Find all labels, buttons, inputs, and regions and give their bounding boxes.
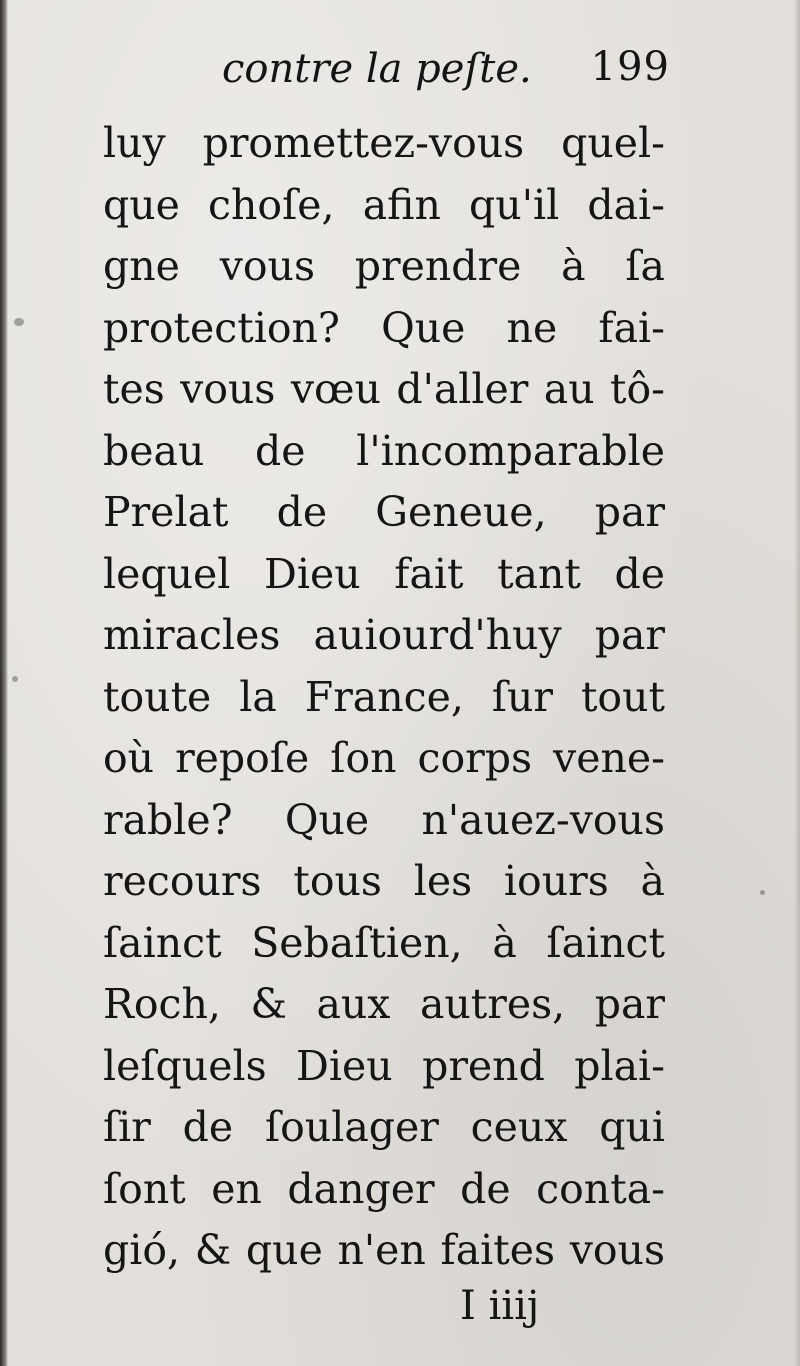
text-line: luy promettez-vous quel- bbox=[103, 119, 665, 167]
text-line: miracles auiourd'huy par bbox=[103, 611, 665, 659]
body-text bbox=[103, 113, 665, 1282]
text-line: que choſe, afin qu'il dai- bbox=[103, 180, 665, 229]
page-number: 199 bbox=[590, 44, 670, 90]
text-line: tes vous vœu d'aller au tô- bbox=[103, 365, 665, 413]
page-right-edge bbox=[794, 0, 800, 1366]
text-line: toute la France, ſur tout bbox=[103, 672, 665, 721]
text-line: Prelat de Geneue, par bbox=[103, 488, 665, 536]
text-line: ſont en danger de conta- bbox=[103, 1164, 665, 1213]
text-line: Roch, & aux autres, par bbox=[103, 980, 665, 1028]
text-line: gió, & que n'en faites vous bbox=[103, 1226, 665, 1274]
signature-mark: I iiij bbox=[460, 1283, 540, 1329]
text-line: beau de l'incomparable bbox=[103, 426, 665, 475]
page-left-shadow bbox=[0, 0, 8, 1366]
paper-speck bbox=[760, 890, 765, 895]
text-line: où repoſe ſon corps vene- bbox=[103, 734, 665, 782]
text-line: rable? Que n'auez-vous bbox=[103, 795, 665, 844]
running-title: contre la peſte. bbox=[222, 46, 532, 92]
text-line: leſquels Dieu prend plai- bbox=[103, 1041, 665, 1090]
text-line: recours tous les iours à bbox=[103, 857, 665, 905]
paper-speck bbox=[12, 676, 18, 682]
text-line: lequel Dieu fait tant de bbox=[103, 549, 665, 598]
text-line: ſainct Sebaſtien, à ſainct bbox=[103, 918, 665, 967]
text-line: gne vous prendre à ſa bbox=[103, 242, 665, 290]
paper-speck bbox=[14, 318, 24, 326]
text-line: ſir de ſoulager ceux qui bbox=[103, 1103, 665, 1151]
running-head bbox=[100, 40, 670, 100]
text-line: protection? Que ne fai- bbox=[103, 303, 665, 352]
